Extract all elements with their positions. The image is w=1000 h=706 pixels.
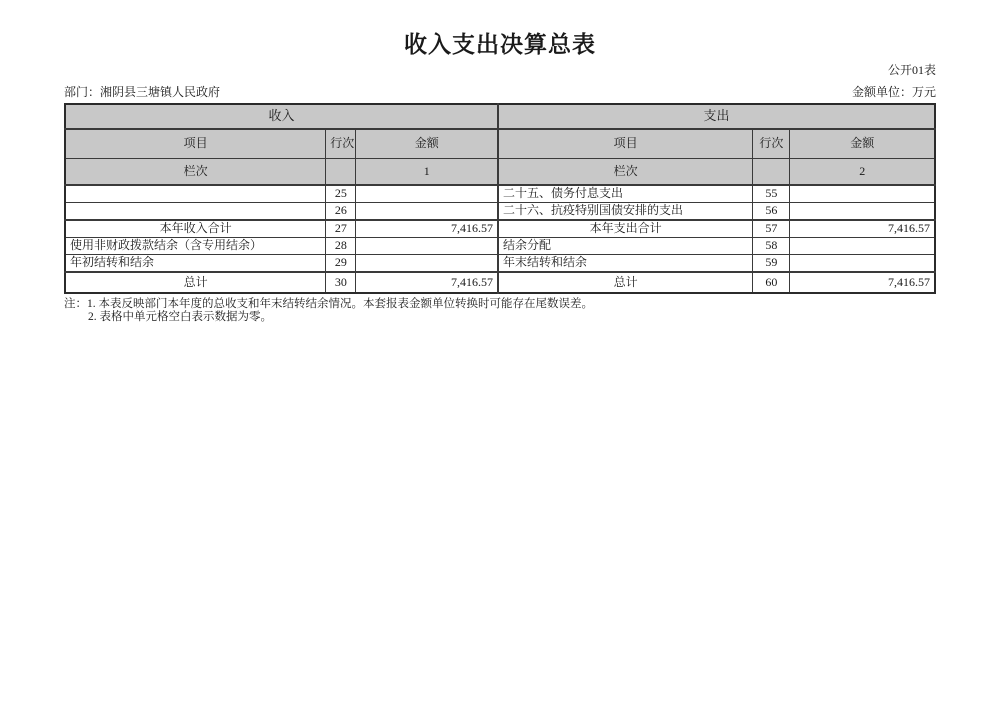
income-rowno-cell: 25 [326,185,356,203]
income-index-number: 1 [356,158,498,185]
expense-index-rowno-blank [753,158,790,185]
expense-item-cell: 总计 [498,272,753,293]
unit-label: 金额单位：万元 [851,85,936,100]
subtotal-row [65,220,935,238]
expense-item-header: 项目 [498,129,753,159]
income-amount-cell: 7,416.57 [356,220,498,238]
report-page [64,0,936,325]
grand-total-row [65,272,935,293]
section-header-row [65,104,935,129]
income-index-rowno-blank [326,158,356,185]
footnote-line-1: 注：1. 本表反映部门本年度的总收支和年末结转结余情况。本套报表金额单位转换时可能存在尾数误差。 [64,297,593,310]
income-amount-cell [356,237,498,254]
income-amount-cell: 7,416.57 [356,272,498,293]
income-amount-cell [356,185,498,203]
table-code-label: 公开01表 [887,63,936,78]
expense-rowno-cell: 55 [753,185,790,203]
table-row [65,185,935,203]
expense-item-cell: 二十五、债务付息支出 [498,185,753,203]
expense-index-number: 2 [790,158,935,185]
income-section-header: 收入 [65,104,498,129]
expense-amount-cell [790,254,935,272]
column-index-row [65,158,935,185]
income-item-cell [65,185,326,203]
column-header-row [65,129,935,159]
table-row [65,237,935,254]
income-amount-cell [356,254,498,272]
income-item-header: 项目 [65,129,326,159]
footnote-line-2: 2. 表格中单元格空白表示数据为零。 [88,311,272,324]
expense-amount-cell [790,237,935,254]
income-index-label: 栏次 [65,158,326,185]
page-title: 收入支出决算总表 [404,32,596,57]
expense-item-cell: 二十六、抗疫特别国债安排的支出 [498,202,753,220]
income-amount-cell [356,202,498,220]
income-item-cell: 使用非财政拨款结余（含专用结余） [65,237,326,254]
expense-amount-cell: 7,416.57 [790,272,935,293]
income-item-cell [65,202,326,220]
income-expense-summary-table [64,103,936,294]
expense-item-cell: 结余分配 [498,237,753,254]
expense-rowno-cell: 58 [753,237,790,254]
income-rowno-cell: 26 [326,202,356,220]
expense-amount-header: 金额 [790,129,935,159]
expense-item-cell: 本年支出合计 [498,220,753,238]
table-row [65,254,935,272]
expense-rowno-cell: 59 [753,254,790,272]
meta-row [64,86,936,99]
expense-section-header: 支出 [498,104,935,129]
income-rowno-cell: 30 [326,272,356,293]
table-row [65,202,935,220]
expense-rowno-cell: 57 [753,220,790,238]
expense-amount-cell [790,185,935,203]
income-item-cell: 总计 [65,272,326,293]
income-rowno-cell: 27 [326,220,356,238]
income-item-cell: 本年收入合计 [65,220,326,238]
expense-item-cell: 年末结转和结余 [498,254,753,272]
income-item-cell: 年初结转和结余 [65,254,326,272]
income-rowno-header: 行次 [326,129,356,159]
expense-rowno-cell: 60 [753,272,790,293]
expense-index-label: 栏次 [498,158,753,185]
expense-rowno-cell: 56 [753,202,790,220]
income-amount-header: 金额 [356,129,498,159]
expense-amount-cell [790,202,935,220]
footnotes [64,298,936,325]
department-label: 部门：湘阴县三塘镇人民政府 [64,85,221,100]
income-rowno-cell: 29 [326,254,356,272]
expense-rowno-header: 行次 [753,129,790,159]
expense-amount-cell: 7,416.57 [790,220,935,238]
income-rowno-cell: 28 [326,237,356,254]
